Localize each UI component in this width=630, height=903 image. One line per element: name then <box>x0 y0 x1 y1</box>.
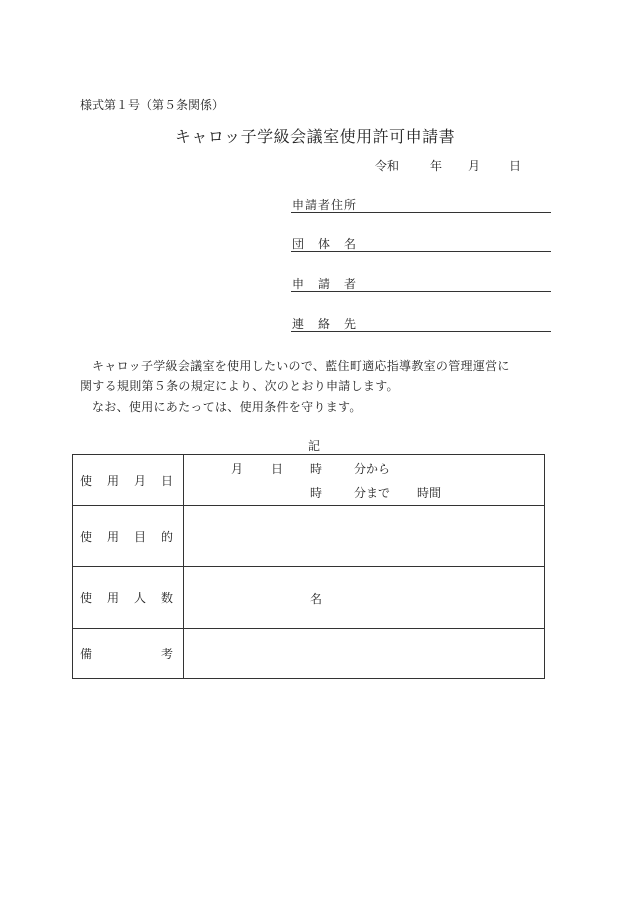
hour-from-text: 時 <box>310 462 323 476</box>
hour-until-text: 時 <box>310 486 323 500</box>
usage-people-value[interactable] <box>184 567 545 629</box>
label-char: 備 <box>80 647 93 661</box>
minute-from-text: 分から <box>354 462 391 476</box>
label-char: 使 <box>80 529 93 544</box>
usage-purpose-label <box>73 506 184 567</box>
body-line-1: キャロッ子学級会議室を使用したいので、藍住町適応指導教室の管理運営に <box>92 359 510 373</box>
label-char: 用 <box>106 591 119 605</box>
row-usage-people <box>73 567 545 629</box>
organization-name-label: 団 体 名 <box>292 237 358 251</box>
day-text: 日 <box>271 462 284 476</box>
remarks-label <box>73 629 184 679</box>
label-char: 日 <box>160 473 173 488</box>
label-char: 人 <box>133 591 146 605</box>
label-char: 目 <box>133 529 146 544</box>
body-line-2: 関する規則第５条の規定により、次のとおり申請します。 <box>80 379 399 393</box>
document-title: キャロッ子学級会議室使用許可申請書 <box>174 127 456 146</box>
applicant-name-field[interactable] <box>291 275 551 292</box>
row-remarks <box>73 629 545 679</box>
row-usage-date <box>73 455 545 506</box>
usage-date-label <box>73 455 184 506</box>
label-char: 的 <box>160 529 173 544</box>
label-char: 用 <box>106 473 119 488</box>
form-number: 様式第１号（第５条関係） <box>80 98 225 112</box>
body-line-3: なお、使用にあたっては、使用条件を守ります。 <box>92 400 362 414</box>
date-month: 月 <box>468 159 481 173</box>
usage-date-value[interactable] <box>184 455 545 506</box>
remarks-value[interactable] <box>184 629 545 679</box>
label-char: 考 <box>160 647 173 661</box>
application-table <box>72 454 545 679</box>
minute-until-text: 分まで <box>354 486 391 500</box>
label-char: 用 <box>106 529 119 544</box>
organization-name-field[interactable] <box>291 235 551 252</box>
people-unit-text: 名 <box>310 592 323 606</box>
usage-purpose-value[interactable] <box>184 506 545 567</box>
date-year: 年 <box>430 159 443 173</box>
contact-label: 連 絡 先 <box>292 317 358 331</box>
label-char: 使 <box>80 591 93 605</box>
date-era: 令和 <box>375 159 400 173</box>
row-usage-purpose <box>73 506 545 567</box>
duration-text: 時間 <box>417 486 442 500</box>
applicant-address-label: 申請者住所 <box>292 198 358 212</box>
month-text: 月 <box>231 462 244 476</box>
label-char: 使 <box>80 473 93 488</box>
label-char: 月 <box>133 473 146 488</box>
usage-people-label <box>73 567 184 629</box>
contact-field[interactable] <box>291 315 551 332</box>
applicant-name-label: 申 請 者 <box>292 277 358 291</box>
label-char: 数 <box>160 591 173 605</box>
applicant-address-field[interactable] <box>291 196 551 213</box>
ki-mark: 記 <box>308 439 321 453</box>
date-day: 日 <box>509 159 522 173</box>
